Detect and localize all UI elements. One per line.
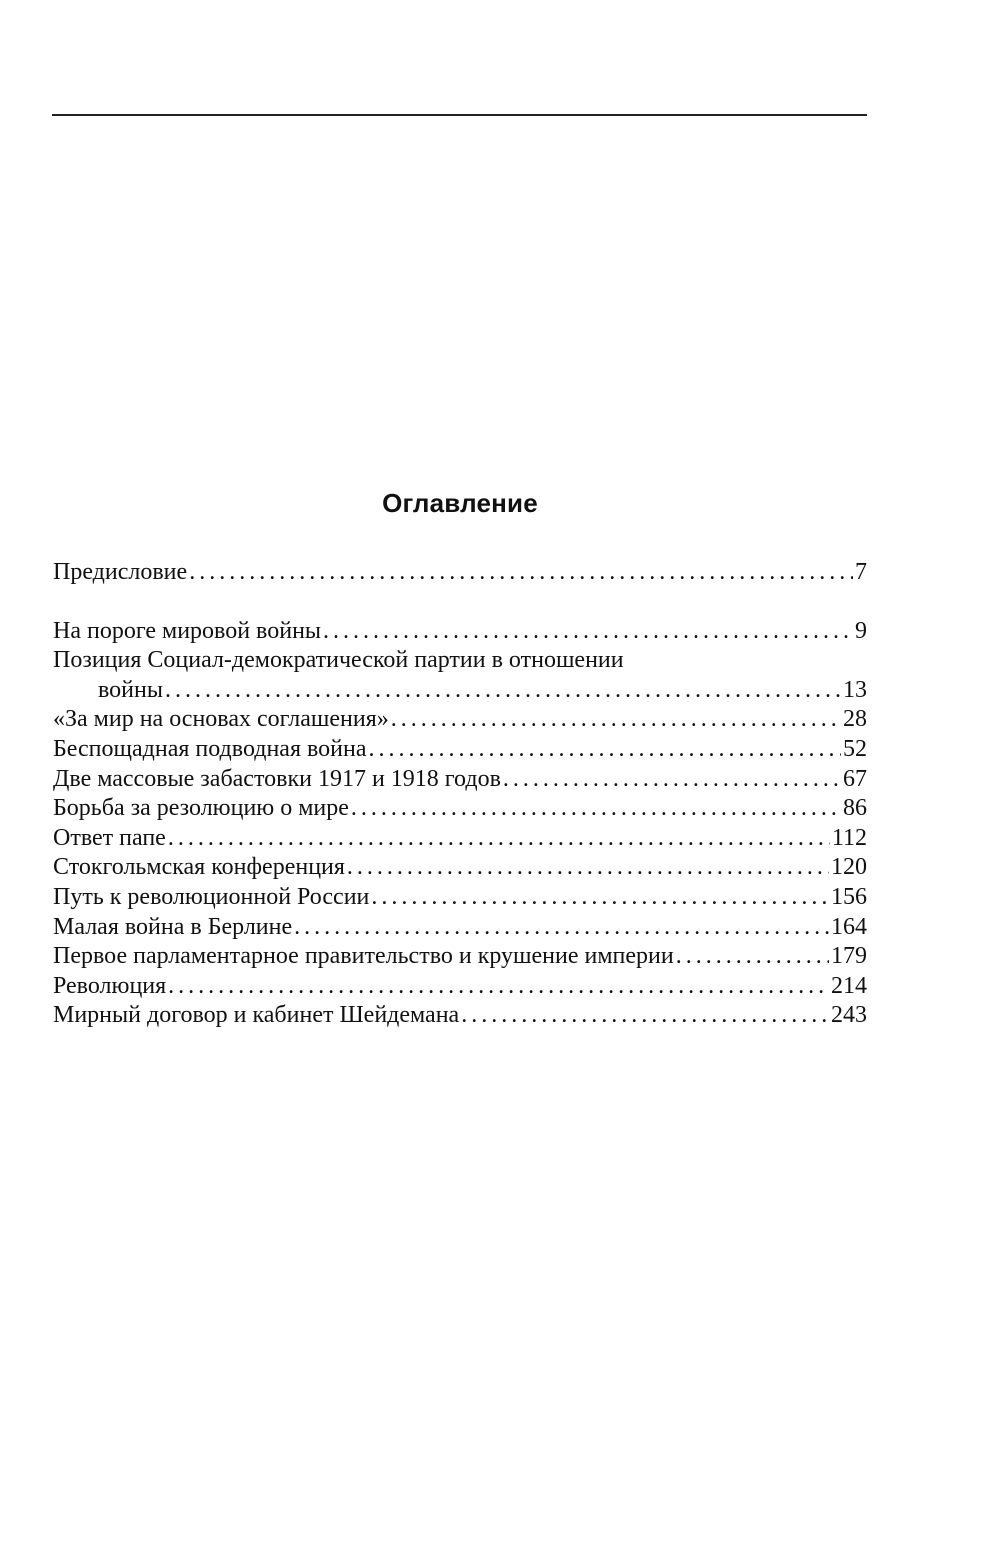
toc-entry-page: 67 xyxy=(843,765,867,792)
toc-entry-page: 112 xyxy=(831,824,867,851)
toc-entry[interactable] xyxy=(53,972,867,1002)
toc-entry-page: 164 xyxy=(831,913,867,940)
toc-entry[interactable] xyxy=(53,883,867,913)
dot-leader xyxy=(391,705,841,735)
toc-entry[interactable] xyxy=(53,942,867,972)
toc-entry[interactable] xyxy=(53,735,867,765)
toc-entry[interactable] xyxy=(53,794,867,824)
toc-entry-page: 28 xyxy=(843,706,867,733)
toc-entry-page: 120 xyxy=(831,854,867,881)
toc-entry[interactable] xyxy=(53,1001,867,1031)
toc-entry-page: 243 xyxy=(831,1002,867,1029)
toc-entry-page: 9 xyxy=(855,617,867,644)
toc-entry-page: 214 xyxy=(831,972,867,999)
dot-leader xyxy=(189,558,853,588)
dot-leader xyxy=(503,765,841,795)
toc-entry[interactable] xyxy=(53,824,867,854)
table-of-contents xyxy=(53,558,867,1031)
toc-entry-title: На пороге мировой войны xyxy=(53,617,322,644)
toc-entry[interactable] xyxy=(53,558,867,588)
toc-entry-title: Первое парламентарное правительство и крушение империи xyxy=(53,943,674,970)
header-rule xyxy=(52,114,867,116)
dot-leader xyxy=(461,1001,829,1031)
toc-entry-title: Революция xyxy=(53,972,167,999)
toc-entry[interactable] xyxy=(53,913,867,943)
toc-entry-title: Мирный договор и кабинет Шейдемана xyxy=(53,1002,460,1029)
toc-entry-title: Беспощадная подводная война xyxy=(53,735,367,762)
toc-entry-page: 86 xyxy=(843,795,867,822)
dot-leader xyxy=(371,883,829,913)
dot-leader xyxy=(294,913,829,943)
toc-entry[interactable] xyxy=(53,646,867,705)
dot-leader xyxy=(168,972,829,1002)
toc-entry-title-line1: Позиция Социал-демократической партии в отношении xyxy=(53,647,624,674)
dot-leader xyxy=(168,824,830,854)
toc-entry-page: 7 xyxy=(855,559,867,585)
toc-entry-title: Ответ папе xyxy=(53,824,166,851)
toc-entry-title: Путь к революционной России xyxy=(53,883,370,910)
toc-entry-title: Стокгольмская конференция xyxy=(53,854,345,881)
toc-entry-title: Малая война в Берлине xyxy=(53,913,293,940)
dot-leader xyxy=(676,942,829,972)
toc-entry[interactable] xyxy=(53,617,867,647)
toc-entry-title-line2: войны xyxy=(98,676,163,703)
toc-entry-title: Борьба за резолюцию о мире xyxy=(53,795,349,822)
dot-leader xyxy=(323,617,853,647)
dot-leader xyxy=(369,735,842,765)
toc-entry-title: Две массовые забастовки 1917 и 1918 годов xyxy=(53,765,501,792)
toc-entry[interactable] xyxy=(53,853,867,883)
toc-entry-page: 13 xyxy=(843,676,867,703)
toc-entry[interactable] xyxy=(53,765,867,795)
dot-leader xyxy=(351,794,841,824)
toc-entry[interactable] xyxy=(53,705,867,735)
toc-entry-page: 179 xyxy=(831,943,867,970)
toc-entry-title: Предисловие xyxy=(53,559,188,585)
dot-leader xyxy=(165,676,841,706)
toc-entry-title: «За мир на основах соглашения» xyxy=(53,706,389,733)
page-title: Оглавление xyxy=(382,488,538,518)
toc-entry-page: 52 xyxy=(843,735,867,762)
dot-leader xyxy=(347,853,829,883)
toc-entry-page: 156 xyxy=(831,883,867,910)
